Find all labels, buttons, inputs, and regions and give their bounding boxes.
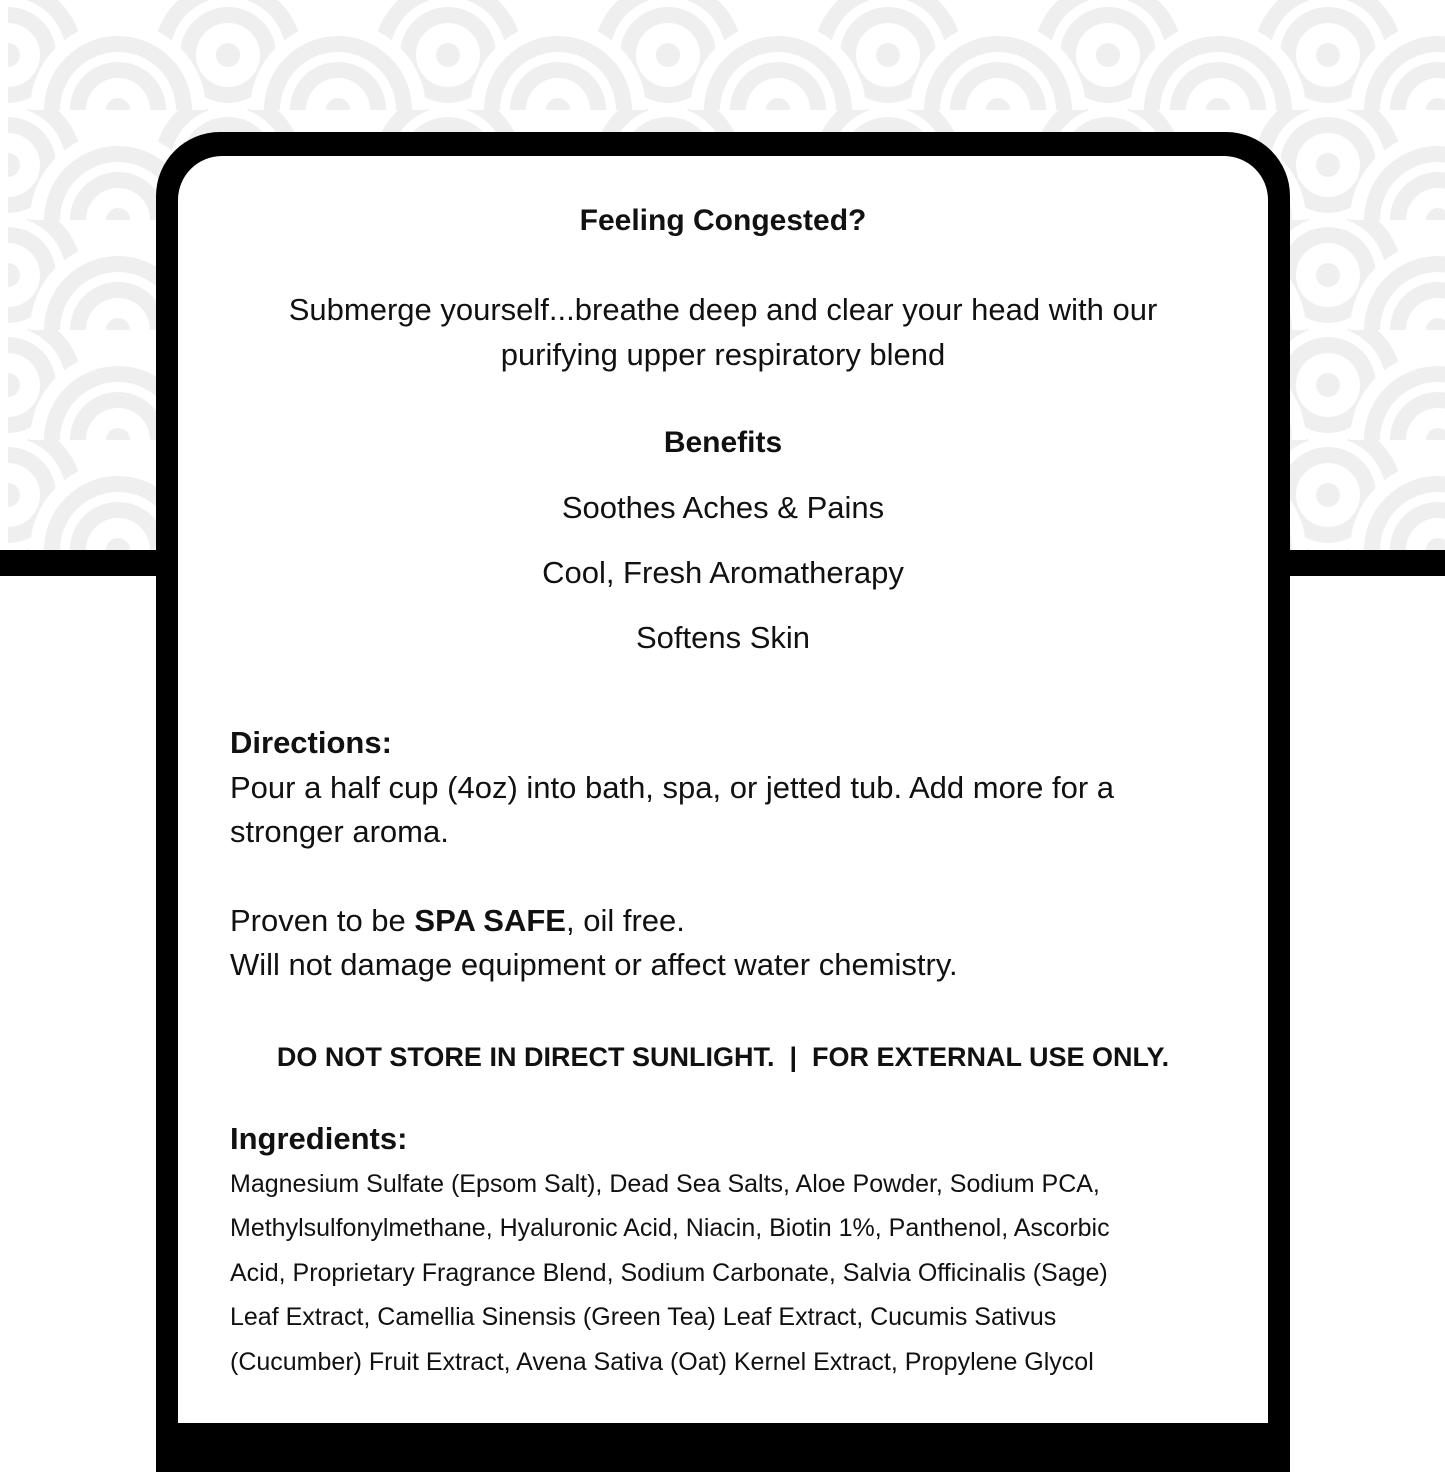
intro-line-1: Submerge yourself...breathe deep and clear your head with our	[288, 292, 1158, 327]
benefit-item: Soothes Aches & Pains	[561, 490, 885, 525]
directions-line-2: stronger aroma.	[230, 814, 449, 849]
label-frame	[156, 132, 1290, 1472]
benefit-item: Softens Skin	[635, 620, 811, 655]
ingredients-heading: Ingredients:	[230, 1121, 408, 1156]
directions-line-1: Pour a half cup (4oz) into bath, spa, or jetted tub. Add more for a	[230, 770, 1115, 805]
ingredients-line: Acid, Proprietary Fragrance Blend, Sodium Carbonate, Salvia Officinalis (Sage)	[230, 1259, 1108, 1287]
benefit-item: Cool, Fresh Aromatherapy	[542, 555, 904, 590]
spa-safe-line	[230, 903, 1230, 939]
spa-safe-bold: SPA SAFE	[414, 903, 566, 938]
ingredients-line: (Cucumber) Fruit Extract, Avena Sativa (Oat) Kernel Extract, Propylene Glycol	[230, 1348, 1094, 1376]
ingredients-line: Leaf Extract, Camellia Sinensis (Green Tea) Leaf Extract, Cucumis Sativus	[230, 1303, 1057, 1331]
spa-safe-suffix: , oil free.	[566, 903, 685, 938]
label-panel	[178, 156, 1268, 1423]
title: Feeling Congested?	[579, 204, 867, 237]
intro-line-2: purifying upper respiratory blend	[500, 337, 946, 372]
warning-text: DO NOT STORE IN DIRECT SUNLIGHT. | FOR EXTERNAL USE ONLY.	[276, 1042, 1170, 1072]
spa-safe-prefix: Proven to be	[230, 903, 415, 938]
spa-safe-line-2: Will not damage equipment or affect water chemistry.	[230, 947, 958, 982]
ingredients-line: Magnesium Sulfate (Epsom Salt), Dead Sea Salts, Aloe Powder, Sodium PCA,	[230, 1170, 1100, 1198]
directions-heading: Directions:	[230, 725, 392, 760]
ingredients-line: Methylsulfonylmethane, Hyaluronic Acid, Niacin, Biotin 1%, Panthenol, Ascorbic	[230, 1214, 1110, 1242]
benefits-heading: Benefits	[663, 426, 783, 459]
